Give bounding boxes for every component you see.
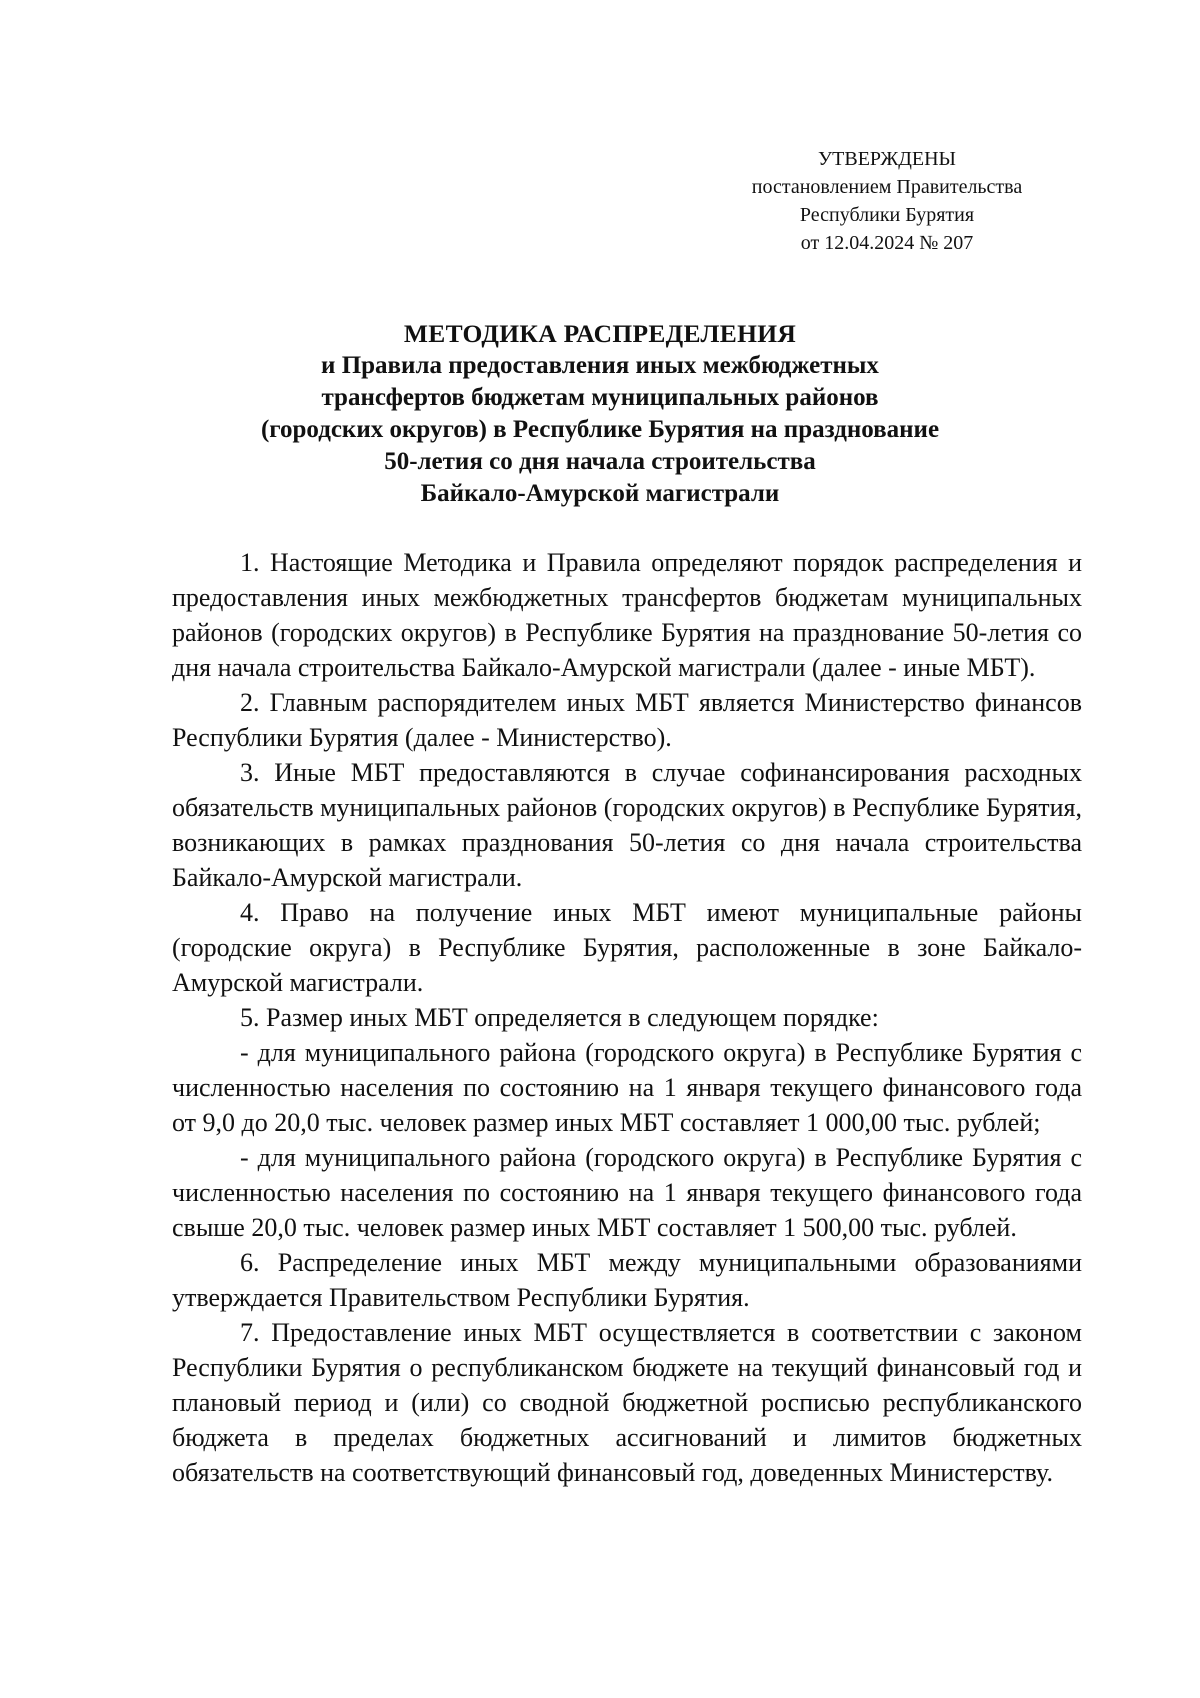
paragraph-5: 5. Размер иных МБТ определяется в следующем порядке: — [240, 1003, 879, 1032]
document-title — [175, 318, 1025, 510]
paragraph-3: 3. Иные МБТ предоставляются в случае софинансирования расходных обязательств муниципальных районов (городских округов) в Республике Бурятия, возникающих в рамках празднования 50-летия со дня начала строительства Байкало-Амурской магистрали. — [172, 758, 1082, 892]
title-line: и Правила предоставления иных межбюджетных — [321, 352, 879, 379]
approval-stamp — [722, 145, 1052, 257]
paragraph-5-item-2: - для муниципального района (городского округа) в Республике Бурятия с численностью населения по состоянию на 1 января текущего финансового года свыше 20,0 тыс. человек размер иных МБТ составляет 1 500,00 тыс. рублей. — [172, 1143, 1082, 1242]
paragraph-5-item-1: - для муниципального района (городского округа) в Республике Бурятия с численностью населения по состоянию на 1 января текущего финансового года от 9,0 до 20,0 тыс. человек размер иных МБТ составляет 1 000,00 тыс. рублей; — [172, 1038, 1082, 1137]
title-line: 50-летия со дня начала строительства — [384, 448, 816, 475]
title-line: трансфертов бюджетам муниципальных районов — [321, 384, 879, 411]
paragraph-7: 7. Предоставление иных МБТ осуществляется в соответствии с законом Республики Бурятия о республиканском бюджете на текущий финансовый год и плановый период и (или) со сводной бюджетной росписью республиканского бюджета в пределах бюджетных ассигнований и лимитов бюджетных обязательств на соответствующий финансовый год, доведенных Министерству. — [172, 1318, 1082, 1487]
approval-republic: Республики Бурятия — [799, 204, 975, 226]
approval-heading: УТВЕРЖДЕНЫ — [817, 148, 957, 170]
title-main: МЕТОДИКА РАСПРЕДЕЛЕНИЯ — [403, 319, 797, 348]
approval-decree: постановлением Правительства — [751, 176, 1023, 198]
approval-date-number: от 12.04.2024 № 207 — [800, 232, 974, 254]
document-body — [172, 545, 1082, 1490]
paragraph-4: 4. Право на получение иных МБТ имеют муниципальные районы (городские округа) в Республике Бурятия, расположенные в зоне Байкало-Амурской магистрали. — [172, 898, 1082, 997]
title-line: (городских округов) в Республике Бурятия на празднование — [260, 416, 940, 443]
title-line: Байкало-Амурской магистрали — [420, 480, 780, 507]
paragraph-1: 1. Настоящие Методика и Правила определяют порядок распределения и предоставления иных межбюджетных трансфертов бюджетам муниципальных районов (городских округов) в Республике Бурятия на празднование 50-летия со дня начала строительства Байкало-Амурской магистрали (далее - иные МБТ). — [172, 548, 1082, 682]
paragraph-2: 2. Главным распорядителем иных МБТ является Министерство финансов Республики Бурятия (далее - Министерство). — [172, 688, 1082, 752]
paragraph-6: 6. Распределение иных МБТ между муниципальными образованиями утверждается Правительством Республики Бурятия. — [172, 1248, 1082, 1312]
